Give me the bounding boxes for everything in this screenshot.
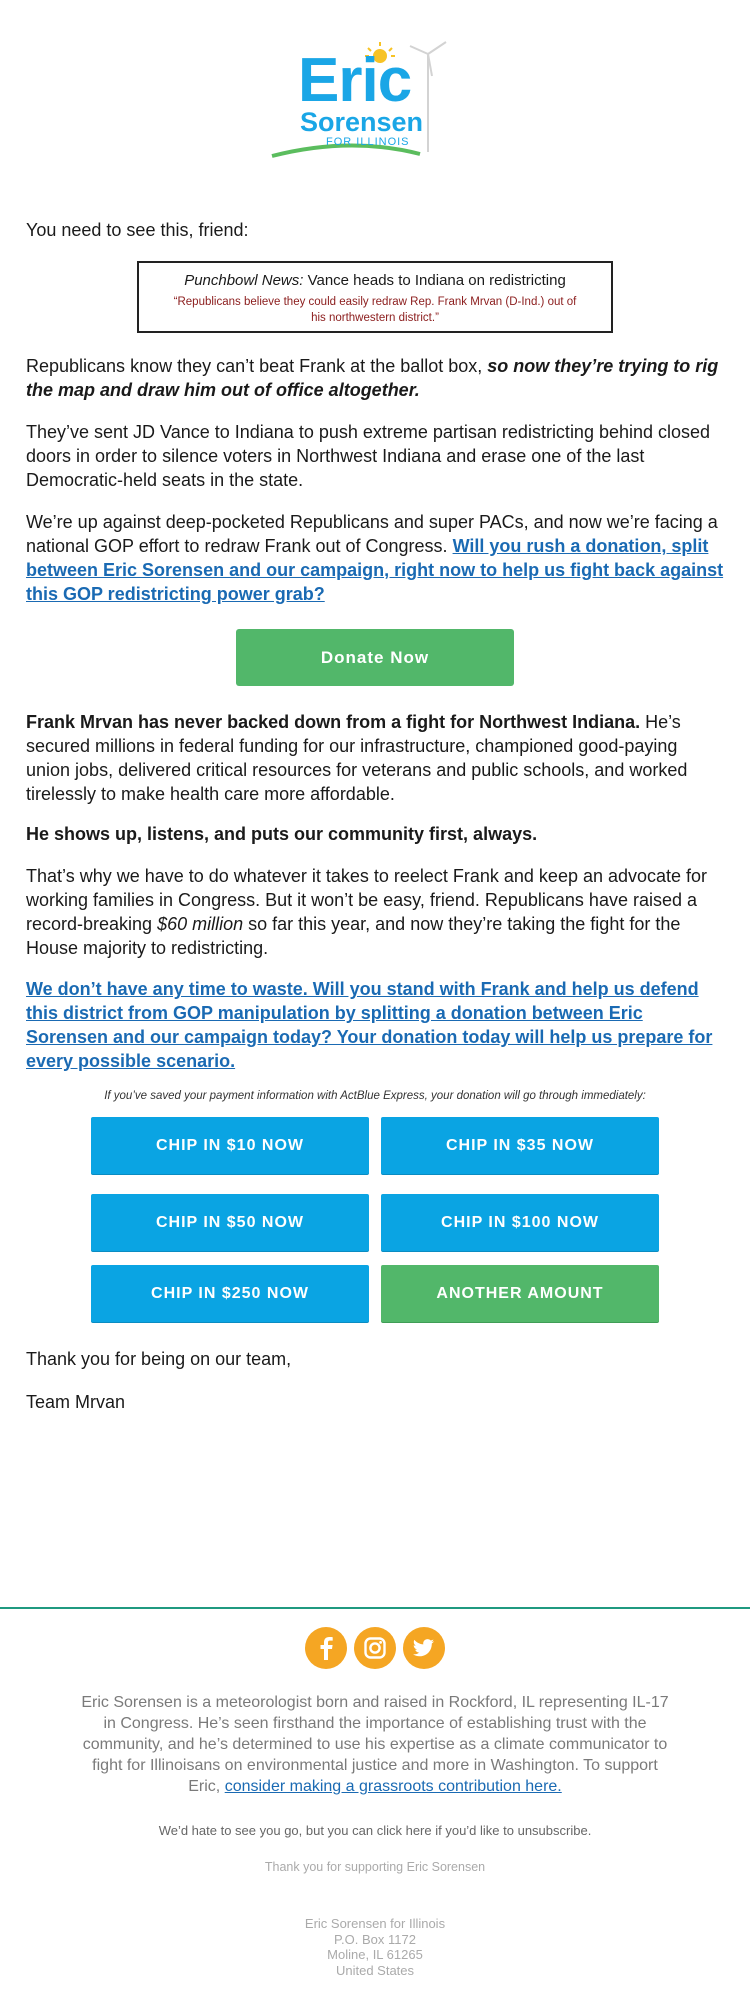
chip-50-button[interactable]: CHIP IN $50 NOW — [91, 1194, 369, 1251]
p1-text: Republicans know they can’t beat Frank at the ballot box, — [26, 356, 488, 376]
chip-250-button[interactable]: CHIP IN $250 NOW — [91, 1265, 369, 1322]
paragraph-6 — [26, 864, 726, 960]
signoff: Thank you for being on our team, — [26, 1349, 292, 1369]
donation-link-1[interactable]: Will you rush a donation, split between Eric Sorensen and our campaign, right now to help us fight back against this GOP redistricting power grab? — [26, 536, 724, 604]
chip-35-button[interactable]: CHIP IN $35 NOW — [381, 1117, 659, 1174]
p6-text-b: so far this year, and now they’re taking the fight for the House majority to redistricting. — [26, 914, 681, 958]
address-line: United States — [335, 1962, 415, 1978]
contribution-link[interactable]: consider making a grassroots contribution here. — [224, 1778, 562, 1795]
p6-amount: $60 million — [157, 914, 244, 934]
paragraph-5: He shows up, listens, and puts our community first, always. — [26, 824, 538, 844]
quote-title — [139, 272, 611, 290]
logo-for-illinois: FOR ILLINOIS — [326, 136, 410, 148]
footer-bio-text: Eric Sorensen is a meteorologist born and raised in Rockford, IL representing IL-17 in Congress. He’s seen firsthand the importance of establishing trust with the community, and he’s determined to use his expertise as a climate communicator to fight for Illinoisans on environmental justice and more in Washington. To support Eric, — [81, 1694, 669, 1795]
paragraph-4 — [26, 710, 726, 806]
quote-text: “Republicans believe they could easily redraw Rep. Frank Mrvan (D-Ind.) out of his northwestern district.” — [173, 296, 577, 324]
p4-bold: Frank Mrvan has never backed down from a fight for Northwest Indiana. — [26, 712, 641, 732]
facebook-icon[interactable] — [305, 1627, 347, 1669]
footer-bio — [80, 1692, 670, 1797]
another-amount-button[interactable]: ANOTHER AMOUNT — [381, 1265, 659, 1322]
address-line: Eric Sorensen for Illinois — [304, 1916, 446, 1931]
logo-sorensen: Sorensen — [300, 107, 424, 137]
campaign-logo — [270, 36, 460, 166]
address-line: Moline, IL 61265 — [327, 1947, 423, 1962]
donation-link-2[interactable]: We don’t have any time to waste. Will you stand with Frank and help us defend this district from GOP manipulation by splitting a donation between Eric Sorensen and our campaign today? Your donation today will help us prepare for every possible scenario. — [26, 979, 713, 1071]
instagram-icon[interactable] — [354, 1627, 396, 1669]
p3-text: We’re up against deep-pocketed Republicans and super PACs, and now we’re facing a national GOP effort to redraw Frank out of Congress. — [26, 512, 718, 556]
paragraph-1 — [26, 354, 726, 402]
chip-100-button[interactable]: CHIP IN $100 NOW — [381, 1194, 659, 1251]
logo-eric: Eric — [298, 46, 412, 115]
quote-source: Punchbowl News: — [184, 272, 304, 289]
twitter-icon[interactable] — [403, 1627, 445, 1669]
address-line: P.O. Box 1172 — [334, 1931, 416, 1947]
p6-text-a: That’s why we have to do whatever it takes to reelect Frank and keep an advocate for working families in Congress. But it won’t be easy, friend. Republicans have raised a record-breaking — [26, 866, 708, 934]
greeting: You need to see this, friend: — [26, 220, 249, 240]
paragraph-3 — [26, 510, 726, 606]
quote-headline: Vance heads to Indiana on redistricting — [303, 272, 566, 289]
unsubscribe-text[interactable]: We’d hate to see you go, but you can click here if you’d like to unsubscribe. — [158, 1823, 592, 1838]
p4-text: He’s secured millions in federal funding for our infrastructure, championed good-paying union jobs, delivered critical resources for veterans and public schools, and worked tirelessly to make health care more affordable. — [26, 712, 688, 804]
thanks-support: Thank you for supporting Eric Sorensen — [264, 1860, 486, 1874]
mailing-address — [0, 1916, 750, 1978]
paragraph-2: They’ve sent JD Vance to Indiana to push extreme partisan redistricting behind closed doors in order to silence voters in Northwest Indiana and erase one of the last Democratic-held seats in the state. — [26, 422, 711, 490]
news-quote-box — [137, 261, 613, 333]
signature: Team Mrvan — [26, 1392, 126, 1412]
p1-emphasis: so now they’re trying to rig the map and draw him out of office altogether. — [26, 356, 719, 400]
chip-10-button[interactable]: CHIP IN $10 NOW — [91, 1117, 369, 1174]
paragraph-7 — [26, 977, 726, 1073]
actblue-note: If you’ve saved your payment information with ActBlue Express, your donation will go through immediately: — [104, 1090, 646, 1102]
donate-now-button[interactable]: Donate Now — [236, 629, 514, 686]
footer-divider — [0, 1607, 750, 1609]
